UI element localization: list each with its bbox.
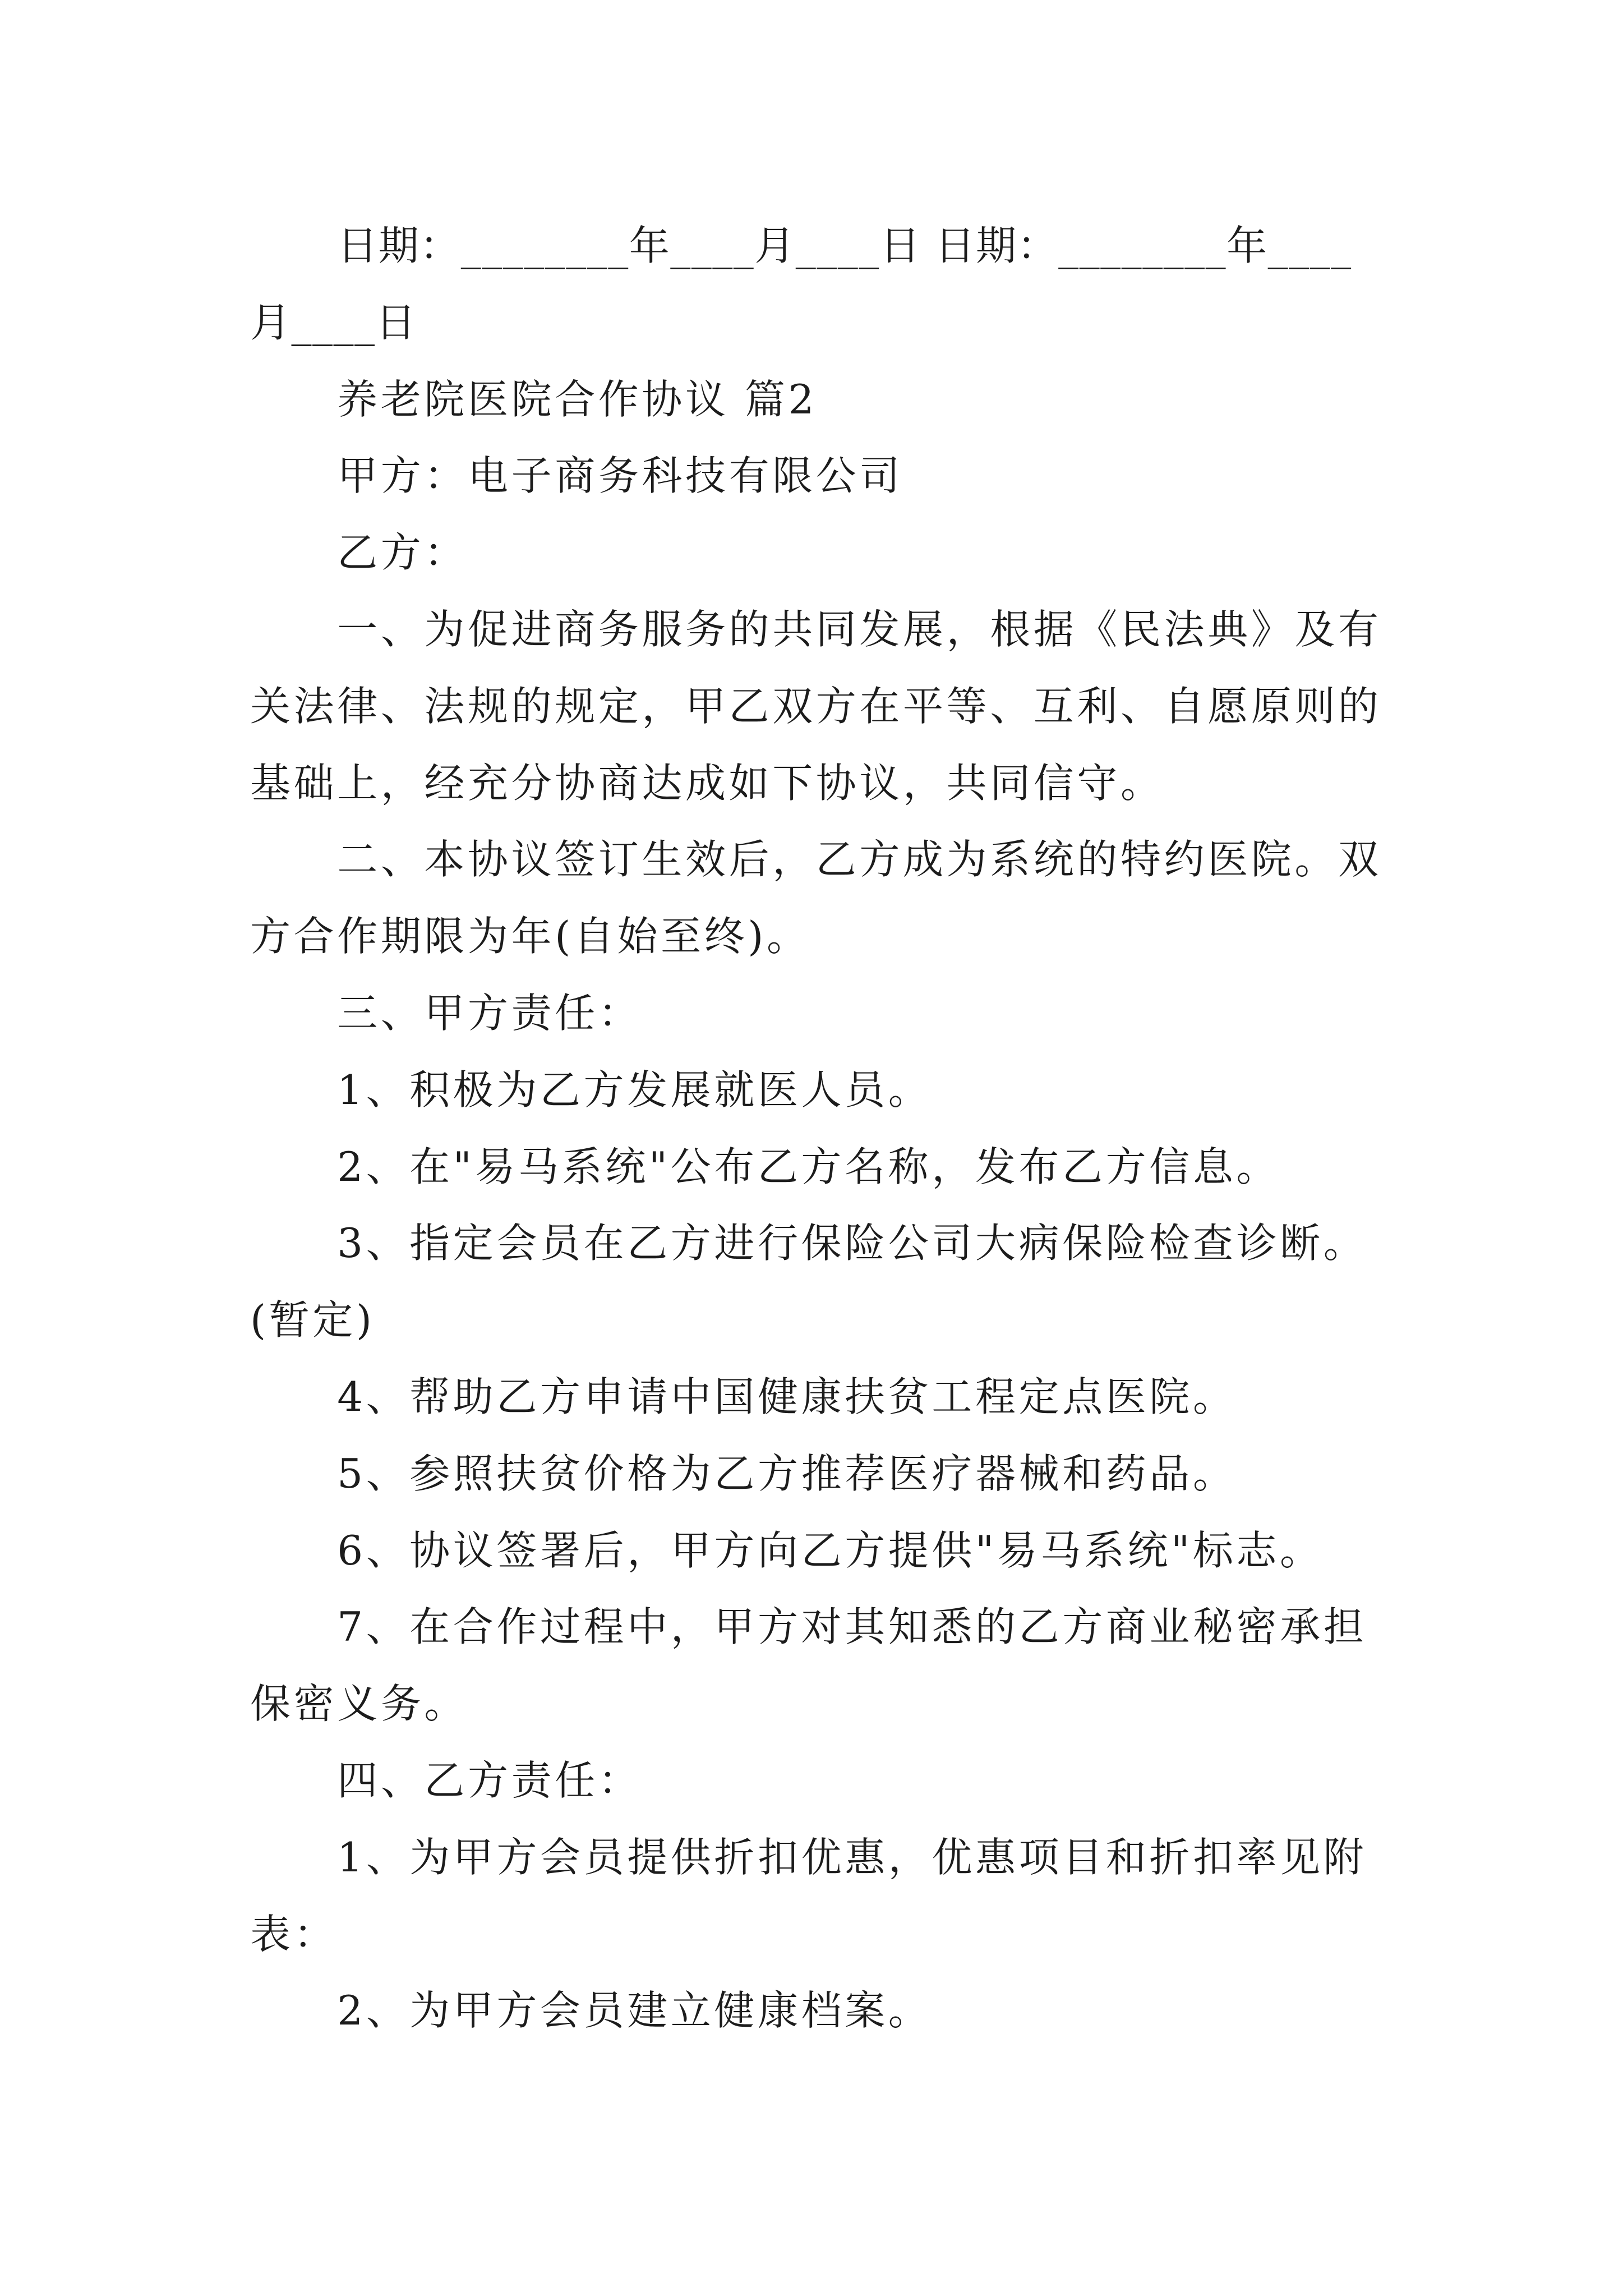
signature-date-line: 日期：________年____月____日 日期：________年____月____日 — [250, 222, 1352, 346]
article-4-heading: 四、乙方责任： — [337, 1756, 642, 1804]
article-1: 一、为促进商务服务的共同发展，根据《民法典》及有关法律、法规的规定，甲乙双方在平等、互利、自愿原则的基础上，经充分协商达成如下协议，共同信守。 — [250, 605, 1382, 807]
article-3-heading: 三、甲方责任： — [337, 989, 642, 1037]
document-body — [250, 208, 1384, 2049]
article-3-item: 5、参照扶贫价格为乙方推荐医疗器械和药品。 — [337, 1450, 1237, 1497]
article-3-item: 7、在合作过程中，甲方对其知悉的乙方商业秘密承担保密义务。 — [250, 1603, 1367, 1728]
article-2: 二、本协议签订生效后，乙方成为系统的特约医院。双方合作期限为年(自始至终)。 — [250, 836, 1382, 960]
article-3-item: 2、在"易马系统"公布乙方名称，发布乙方信息。 — [337, 1143, 1280, 1190]
article-3-item: 1、积极为乙方发展就医人员。 — [337, 1066, 932, 1114]
section-title: 养老院医院合作协议 篇2 — [337, 375, 818, 423]
party-b: 乙方： — [337, 529, 468, 577]
party-a: 甲方：电子商务科技有限公司 — [337, 452, 903, 500]
article-3-item: 6、协议签署后，甲方向乙方提供"易马系统"标志。 — [337, 1526, 1324, 1574]
article-4-item: 2、为甲方会员建立健康档案。 — [337, 1987, 932, 2035]
article-3-item: 4、帮助乙方申请中国健康扶贫工程定点医院。 — [337, 1373, 1237, 1420]
article-3-item: 3、指定会员在乙方进行保险公司大病保险检查诊断。(暂定) — [250, 1220, 1367, 1344]
article-4-item: 1、为甲方会员提供折扣优惠，优惠项目和折扣率见附表： — [250, 1833, 1367, 1958]
